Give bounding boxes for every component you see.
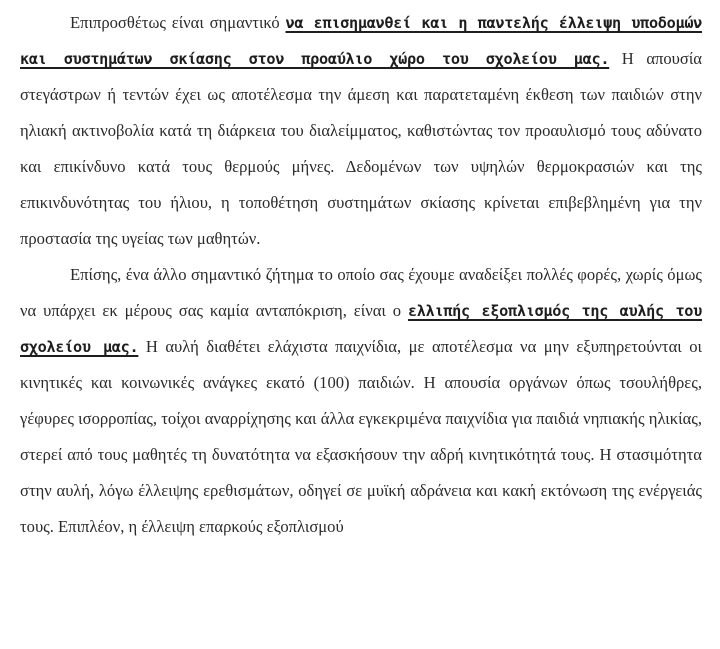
paragraph-text: Η απουσία στεγάστρων ή τεντών έχει ως αποτέλεσμα την άμεση και παρατεταμένη έκθεση των παιδιών στην ηλιακή ακτινοβολία κατά τη διάρκεια του διαλείμματος, καθιστώντας τον προαυλισμό τους αδύνατο και επικίνδυνο κατά τους θερμούς μήνες. Δεδομένων των υψηλών θερμοκρασιών και της επικινδυνότητας του ήλιου, η τοποθέτηση συστημάτων σκίασης κρίνεται επιβεβλημένη για την προστασία της υγείας των μαθητών. xyxy=(20,49,703,248)
emphasized-text: ελλιπής εξοπλισμός της αυλής του σχολείου μας. xyxy=(20,302,702,356)
paragraph-playground xyxy=(20,257,702,545)
paragraph-text: Επιπροσθέτως είναι σημαντικό xyxy=(70,13,286,32)
emphasized-text: να επισημανθεί και η παντελής έλλειψη υποδομών και συστημάτων σκίασης στον προαύλιο χώρο του σχολείου μας. xyxy=(20,14,703,68)
paragraph-shading xyxy=(20,5,702,257)
paragraph-text: Η αυλή διαθέτει ελάχιστα παιχνίδια, με αποτέλεσμα να μην εξυπηρετούνται οι κινητικές και κοινωνικές ανάγκες εκατό (100) παιδιών. Η απουσία οργάνων όπως τσουλήθρες, γέφυρες ισορροπίας, τοίχοι αναρρίχησης και άλλα εγκεκριμένα παιχνίδια για παιδιά νηπιακής ηλικίας, στερεί από τους μαθητές τη δυνατότητα να εξασκήσουν την αδρή κινητικότητά τους. Η στασιμότητα στην αυλή, λόγω έλλειψης ερεθισμάτων, οδηγεί σε μυϊκή αδράνεια και κακή εκτόνωση της ενέργειάς τους. Επιπλέον, η έλλειψη επαρκούς εξοπλισμού xyxy=(20,337,702,536)
paragraph-text: Επίσης, ένα άλλο σημαντικό ζήτημα το οποίο σας έχουμε αναδείξει πολλές φορές, χωρίς όμως να υπάρχει εκ μέρους σας καμία ανταπόκριση, είναι ο xyxy=(20,265,702,320)
